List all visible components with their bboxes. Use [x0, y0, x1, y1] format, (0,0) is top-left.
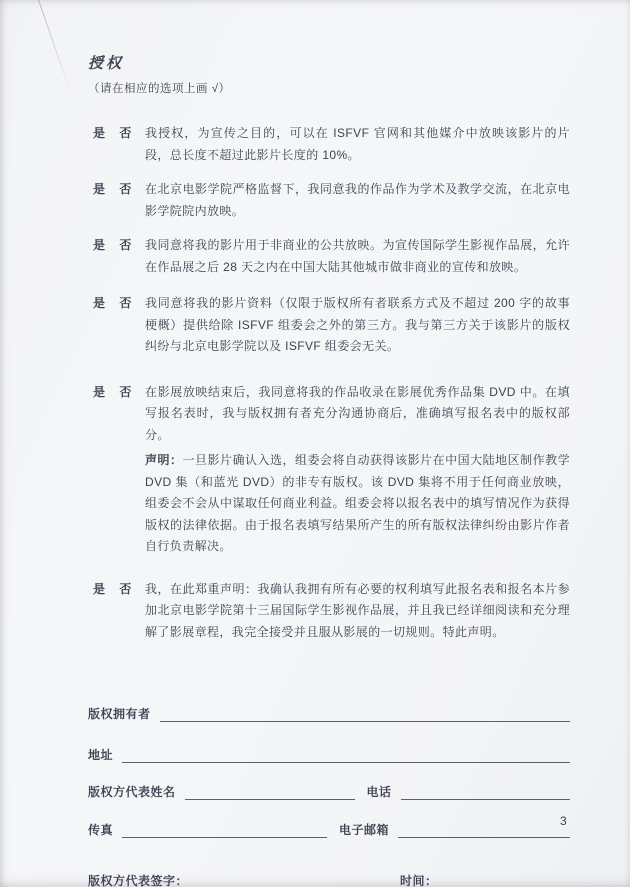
no-label: 否: [119, 182, 132, 196]
option-row-2: [88, 179, 570, 222]
yes-label: 是: [93, 126, 106, 140]
fax-line: [122, 822, 327, 838]
page-number: 3: [560, 814, 567, 828]
phone-line: [401, 784, 570, 800]
yes-no-choice: [88, 579, 145, 644]
option-text: 我同意将我的影片用于非商业的公共放映。为宣传国际学生影视作品展，允许在作品展之后 28 天之内在中国大陆其他城市做非商业的宣传和放映。: [145, 238, 570, 274]
yes-no-choice: [88, 382, 145, 558]
option-text-main: 在影展放映结束后，我同意将我的作品收录在影展优秀作品集 DVD 中。在填写报名表时，我与版权拥有者充分沟通协商后，准确填写报名表中的版权部分。: [145, 384, 570, 442]
address-line: [122, 747, 570, 763]
phone-label: 电话: [366, 785, 392, 799]
date-label: 时间：: [400, 874, 438, 887]
option-row-5: [88, 382, 570, 558]
copyright-owner-line: [160, 706, 570, 722]
no-label: 否: [119, 384, 132, 399]
field-row-address: [88, 746, 570, 763]
declaration-text: 一旦影片确认入选，组委会将自动获得该影片在中国大陆地区制作教学 DVD 集（和蓝光 DVD）的非专有版权。该 DVD 集将不用于任何商业放映，组委会不会从中谋取任何商业利益。组委会将以报名表中的填写情况作为获得版权的法律依据。由于报名表填写结果所产生的所有版权法律纠纷由影片作者自行负责解决。: [145, 453, 571, 553]
signature-row: [88, 872, 570, 887]
field-row-representative-phone: [88, 783, 570, 800]
option-text: [145, 382, 570, 558]
yes-label: 是: [93, 581, 106, 596]
field-row-fax-email: [88, 821, 570, 838]
copyright-owner-label: 版权拥有者: [88, 707, 151, 721]
options-list: [88, 123, 570, 643]
fax-label: 传真: [88, 823, 114, 837]
page-title: 授权: [88, 55, 125, 72]
paper-crease: [36, 0, 73, 100]
page-content: [88, 52, 570, 887]
yes-label: 是: [93, 238, 106, 252]
yes-label: 是: [93, 182, 106, 196]
field-row-copyright-owner: [88, 705, 570, 722]
option-text: 我同意将我的影片资料（仅限于版权所有者联系方式及不超过 200 字的故事梗概）提供给除 ISFVF 组委会之外的第三方。我与第三方关于该影片的版权纠纷与北京电影学院以及 ISFVF 组委会无关。: [145, 296, 570, 353]
contact-fields: [88, 705, 570, 887]
yes-label: 是: [93, 296, 106, 310]
yes-label: 是: [93, 384, 106, 399]
option-row-3: [88, 235, 570, 278]
option-row-1: [88, 123, 570, 166]
email-label: 电子邮箱: [339, 823, 390, 837]
option-text: 在北京电影学院严格监督下，我同意我的作品作为学术及教学交流，在北京电影学院院内放映。: [145, 182, 570, 218]
yes-no-choice: [88, 123, 145, 166]
no-label: 否: [119, 126, 132, 140]
declaration-paragraph: [145, 450, 570, 558]
option-row-6: [88, 579, 570, 644]
no-label: 否: [119, 238, 132, 252]
signature-label: 版权方代表签字：: [88, 874, 189, 887]
option-row-4: [88, 293, 570, 358]
no-label: 否: [119, 581, 132, 596]
yes-no-choice: [88, 179, 145, 222]
representative-name-line: [185, 784, 355, 800]
yes-no-choice: [88, 293, 145, 358]
email-line: [398, 822, 570, 838]
option-text: 我授权，为宣传之目的，可以在 ISFVF 官网和其他媒介中放映该影片的片段，总长度不超过此影片长度的 10%。: [145, 126, 570, 162]
address-label: 地址: [88, 748, 114, 762]
no-label: 否: [119, 296, 132, 310]
instruction-note: （请在相应的选项上画 √）: [88, 83, 231, 95]
option-text: 我，在此郑重声明：我确认我拥有所有必要的权利填写此报名表和报名本片参加北京电影学院第十三届国际学生影视作品展，并且我已经详细阅读和充分理解了影展章程，我完全接受并且服从影展的一切规则。特此声明。: [145, 581, 570, 639]
declaration-label: 声明：: [145, 453, 183, 467]
representative-name-label: 版权方代表姓名: [88, 785, 176, 799]
yes-no-choice: [88, 235, 145, 278]
